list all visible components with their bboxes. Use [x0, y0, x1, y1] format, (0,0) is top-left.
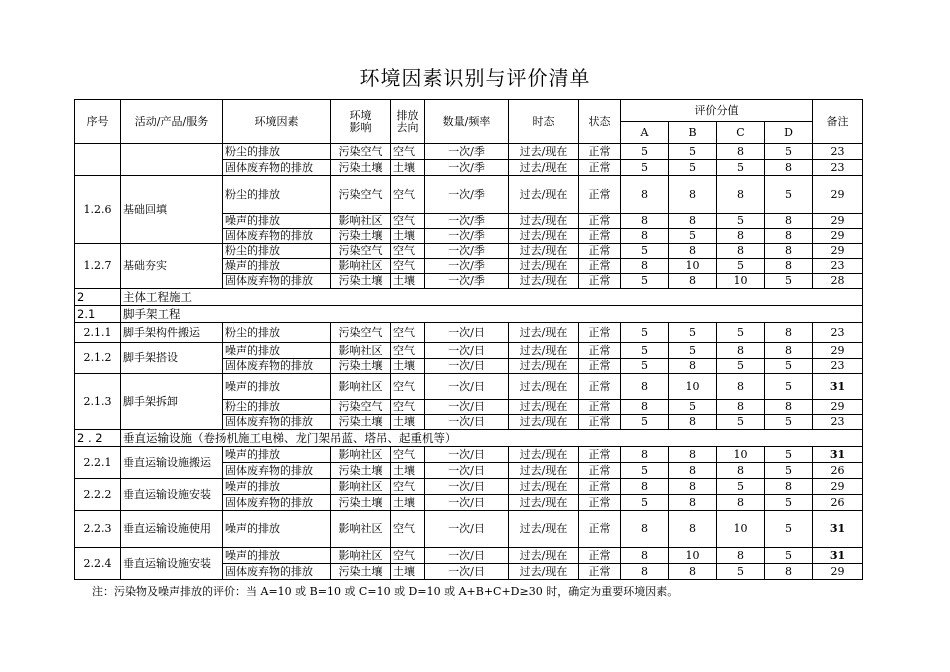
factor-cell: 噪声的排放 — [223, 214, 331, 229]
score-d-cell: 5 — [765, 495, 813, 511]
score-a-cell: 8 — [621, 548, 669, 564]
score-d-cell: 5 — [765, 548, 813, 564]
score-b-cell: 5 — [669, 229, 717, 244]
direction-cell: 土壤 — [391, 229, 425, 244]
header-score-group: 评价分值 — [621, 100, 813, 122]
score-d-cell: 8 — [765, 259, 813, 274]
table-row — [75, 323, 863, 343]
section-label: 脚手架工程 — [121, 306, 863, 323]
impact-cell: 影响社区 — [331, 214, 391, 229]
table-row — [75, 447, 863, 463]
state-cell: 正常 — [579, 548, 621, 564]
table-row — [75, 479, 863, 495]
tense-cell: 过去/现在 — [509, 323, 579, 343]
score-d-cell: 5 — [765, 144, 813, 160]
activity-cell: 垂直运输设施安装 — [121, 548, 223, 580]
score-d-cell: 5 — [765, 463, 813, 479]
score-d-cell: 5 — [765, 359, 813, 374]
score-a-cell: 8 — [621, 479, 669, 495]
tense-cell: 过去/现在 — [509, 160, 579, 176]
score-b-cell: 8 — [669, 564, 717, 580]
frequency-cell: 一次/季 — [425, 229, 509, 244]
activity-cell: 垂直运输设施使用 — [121, 511, 223, 548]
score-d-cell: 5 — [765, 511, 813, 548]
table-row — [75, 244, 863, 259]
total-cell: 31 — [813, 374, 863, 400]
state-cell: 正常 — [579, 144, 621, 160]
direction-cell: 空气 — [391, 244, 425, 259]
factor-cell: 噪声的排放 — [223, 343, 331, 359]
table-row — [75, 176, 863, 214]
score-d-cell: 8 — [765, 323, 813, 343]
section-label: 垂直运输设施（卷扬机施工电梯、龙门架吊蓝、塔吊、起重机等） — [121, 430, 863, 447]
state-cell: 正常 — [579, 447, 621, 463]
score-d-cell: 8 — [765, 229, 813, 244]
score-b-cell: 8 — [669, 359, 717, 374]
factor-cell: 固体废弃物的排放 — [223, 463, 331, 479]
impact-cell: 污染土壤 — [331, 463, 391, 479]
direction-cell: 空气 — [391, 259, 425, 274]
header-seq: 序号 — [75, 100, 121, 144]
factor-cell: 燥声的排放 — [223, 259, 331, 274]
state-cell: 正常 — [579, 160, 621, 176]
score-d-cell: 8 — [765, 160, 813, 176]
factor-cell: 噪声的排放 — [223, 479, 331, 495]
impact-cell: 影响社区 — [331, 548, 391, 564]
tense-cell: 过去/现在 — [509, 479, 579, 495]
state-cell: 正常 — [579, 463, 621, 479]
seq-cell: 2.2.3 — [75, 511, 121, 548]
score-a-cell: 5 — [621, 244, 669, 259]
score-c-cell: 5 — [717, 564, 765, 580]
score-b-cell: 8 — [669, 463, 717, 479]
impact-cell: 污染土壤 — [331, 160, 391, 176]
direction-cell: 土壤 — [391, 564, 425, 580]
header-score-d: D — [765, 122, 813, 144]
frequency-cell: 一次/日 — [425, 374, 509, 400]
total-cell: 29 — [813, 479, 863, 495]
tense-cell: 过去/现在 — [509, 447, 579, 463]
score-d-cell: 5 — [765, 274, 813, 289]
factor-cell: 噪声的排放 — [223, 447, 331, 463]
frequency-cell: 一次/季 — [425, 160, 509, 176]
frequency-cell: 一次/日 — [425, 343, 509, 359]
tense-cell: 过去/现在 — [509, 400, 579, 415]
total-cell: 31 — [813, 511, 863, 548]
score-a-cell: 8 — [621, 564, 669, 580]
state-cell: 正常 — [579, 343, 621, 359]
direction-cell: 土壤 — [391, 160, 425, 176]
factor-cell: 粉尘的排放 — [223, 176, 331, 214]
direction-cell: 土壤 — [391, 359, 425, 374]
impact-cell: 影响社区 — [331, 479, 391, 495]
score-c-cell: 8 — [717, 144, 765, 160]
frequency-cell: 一次/季 — [425, 274, 509, 289]
score-b-cell: 5 — [669, 160, 717, 176]
tense-cell: 过去/现在 — [509, 176, 579, 214]
score-d-cell: 5 — [765, 374, 813, 400]
header-factor: 环境因素 — [223, 100, 331, 144]
direction-cell: 空气 — [391, 479, 425, 495]
seq-cell: 2.2.1 — [75, 447, 121, 479]
frequency-cell: 一次/日 — [425, 511, 509, 548]
total-cell: 23 — [813, 323, 863, 343]
state-cell: 正常 — [579, 415, 621, 430]
seq-cell — [75, 144, 121, 176]
score-c-cell: 10 — [717, 274, 765, 289]
score-a-cell: 5 — [621, 323, 669, 343]
score-b-cell: 5 — [669, 343, 717, 359]
score-a-cell: 5 — [621, 495, 669, 511]
factor-cell: 粉尘的排放 — [223, 400, 331, 415]
score-d-cell: 5 — [765, 447, 813, 463]
score-b-cell: 8 — [669, 274, 717, 289]
tense-cell: 过去/现在 — [509, 343, 579, 359]
document-title: 环境因素识别与评价清单 — [359, 66, 591, 90]
tense-cell: 过去/现在 — [509, 374, 579, 400]
header-score-b: B — [669, 122, 717, 144]
factor-cell: 固体废弃物的排放 — [223, 564, 331, 580]
environmental-factor-table — [74, 99, 863, 580]
impact-cell: 污染土壤 — [331, 415, 391, 430]
score-d-cell: 8 — [765, 564, 813, 580]
seq-cell: 2.1.2 — [75, 343, 121, 374]
total-cell: 23 — [813, 415, 863, 430]
total-cell: 23 — [813, 144, 863, 160]
frequency-cell: 一次/季 — [425, 244, 509, 259]
total-cell: 29 — [813, 176, 863, 214]
direction-cell: 空气 — [391, 214, 425, 229]
score-c-cell: 5 — [717, 323, 765, 343]
impact-cell: 影响社区 — [331, 374, 391, 400]
seq-cell: 2.1.3 — [75, 374, 121, 430]
state-cell: 正常 — [579, 214, 621, 229]
state-cell: 正常 — [579, 259, 621, 274]
header-tense: 时态 — [509, 100, 579, 144]
impact-cell: 污染空气 — [331, 144, 391, 160]
seq-cell: 2.2.4 — [75, 548, 121, 580]
impact-cell: 污染空气 — [331, 176, 391, 214]
state-cell: 正常 — [579, 400, 621, 415]
frequency-cell: 一次/日 — [425, 564, 509, 580]
state-cell: 正常 — [579, 229, 621, 244]
evaluation-note: 注：污染物及噪声排放的评价：当 A=10 或 B=10 或 C=10 或 D=10 或 A+B+C+D≥30 时，确定为重要环境因素。 — [92, 585, 679, 598]
tense-cell: 过去/现在 — [509, 495, 579, 511]
state-cell: 正常 — [579, 511, 621, 548]
impact-cell: 影响社区 — [331, 447, 391, 463]
table-body — [75, 144, 863, 580]
factor-cell: 噪声的排放 — [223, 548, 331, 564]
seq-cell: 1.2.7 — [75, 244, 121, 289]
score-b-cell: 8 — [669, 511, 717, 548]
factor-cell: 固体废弃物的排放 — [223, 359, 331, 374]
activity-cell: 脚手架搭设 — [121, 343, 223, 374]
score-a-cell: 5 — [621, 415, 669, 430]
activity-cell: 基础夯实 — [121, 244, 223, 289]
score-a-cell: 5 — [621, 463, 669, 479]
section-row — [75, 289, 863, 306]
factor-cell: 噪声的排放 — [223, 511, 331, 548]
score-b-cell: 8 — [669, 214, 717, 229]
header-direction: 排放 去向 — [391, 100, 425, 144]
section-seq: 2 . 2 — [75, 430, 121, 447]
total-cell: 29 — [813, 564, 863, 580]
score-b-cell: 10 — [669, 374, 717, 400]
total-cell: 23 — [813, 259, 863, 274]
direction-cell: 土壤 — [391, 415, 425, 430]
direction-cell: 空气 — [391, 374, 425, 400]
total-cell: 29 — [813, 343, 863, 359]
direction-cell: 空气 — [391, 447, 425, 463]
score-b-cell: 5 — [669, 144, 717, 160]
score-d-cell: 8 — [765, 400, 813, 415]
score-b-cell: 8 — [669, 176, 717, 214]
impact-cell: 污染土壤 — [331, 274, 391, 289]
score-b-cell: 10 — [669, 259, 717, 274]
table-row — [75, 343, 863, 359]
factor-cell: 粉尘的排放 — [223, 144, 331, 160]
impact-cell: 影响社区 — [331, 343, 391, 359]
score-d-cell: 8 — [765, 214, 813, 229]
score-a-cell: 5 — [621, 160, 669, 176]
table-row — [75, 548, 863, 564]
score-c-cell: 10 — [717, 447, 765, 463]
impact-cell: 污染空气 — [331, 400, 391, 415]
total-cell: 23 — [813, 160, 863, 176]
state-cell: 正常 — [579, 564, 621, 580]
direction-cell: 空气 — [391, 343, 425, 359]
frequency-cell: 一次/日 — [425, 415, 509, 430]
direction-cell: 空气 — [391, 176, 425, 214]
factor-cell: 固体废弃物的排放 — [223, 495, 331, 511]
total-cell: 31 — [813, 548, 863, 564]
header-frequency: 数量/频率 — [425, 100, 509, 144]
section-label: 主体工程施工 — [121, 289, 863, 306]
score-b-cell: 10 — [669, 548, 717, 564]
section-row — [75, 430, 863, 447]
table-row — [75, 511, 863, 548]
frequency-cell: 一次/季 — [425, 214, 509, 229]
total-cell: 26 — [813, 463, 863, 479]
header-impact: 环境 影响 — [331, 100, 391, 144]
table-row — [75, 374, 863, 400]
frequency-cell: 一次/季 — [425, 259, 509, 274]
score-d-cell: 5 — [765, 415, 813, 430]
impact-cell: 影响社区 — [331, 511, 391, 548]
score-a-cell: 5 — [621, 343, 669, 359]
header-remark: 备注 — [813, 100, 863, 144]
seq-cell: 1.2.6 — [75, 176, 121, 244]
header-activity: 活动/产品/服务 — [121, 100, 223, 144]
score-a-cell: 5 — [621, 144, 669, 160]
state-cell: 正常 — [579, 274, 621, 289]
score-b-cell: 8 — [669, 447, 717, 463]
total-cell: 28 — [813, 274, 863, 289]
state-cell: 正常 — [579, 495, 621, 511]
direction-cell: 空气 — [391, 400, 425, 415]
frequency-cell: 一次/日 — [425, 400, 509, 415]
total-cell: 29 — [813, 400, 863, 415]
activity-cell: 脚手架构件搬运 — [121, 323, 223, 343]
factor-cell: 固体废弃物的排放 — [223, 415, 331, 430]
factor-cell: 固体废弃物的排放 — [223, 274, 331, 289]
direction-cell: 空气 — [391, 144, 425, 160]
score-d-cell: 5 — [765, 176, 813, 214]
state-cell: 正常 — [579, 323, 621, 343]
score-c-cell: 8 — [717, 229, 765, 244]
score-a-cell: 5 — [621, 274, 669, 289]
tense-cell: 过去/现在 — [509, 144, 579, 160]
tense-cell: 过去/现在 — [509, 244, 579, 259]
factor-cell: 固体废弃物的排放 — [223, 160, 331, 176]
factor-cell: 粉尘的排放 — [223, 244, 331, 259]
score-c-cell: 8 — [717, 495, 765, 511]
score-c-cell: 8 — [717, 343, 765, 359]
score-d-cell: 8 — [765, 479, 813, 495]
score-b-cell: 5 — [669, 400, 717, 415]
impact-cell: 污染土壤 — [331, 359, 391, 374]
state-cell: 正常 — [579, 359, 621, 374]
direction-cell: 土壤 — [391, 274, 425, 289]
score-b-cell: 8 — [669, 415, 717, 430]
score-c-cell: 10 — [717, 511, 765, 548]
score-a-cell: 8 — [621, 229, 669, 244]
total-cell: 23 — [813, 359, 863, 374]
frequency-cell: 一次/季 — [425, 144, 509, 160]
tense-cell: 过去/现在 — [509, 274, 579, 289]
score-a-cell: 8 — [621, 447, 669, 463]
score-c-cell: 5 — [717, 415, 765, 430]
impact-cell: 污染土壤 — [331, 229, 391, 244]
total-cell: 26 — [813, 495, 863, 511]
score-c-cell: 5 — [717, 160, 765, 176]
score-c-cell: 8 — [717, 400, 765, 415]
activity-cell: 基础回填 — [121, 176, 223, 244]
impact-cell: 影响社区 — [331, 259, 391, 274]
header-score-c: C — [717, 122, 765, 144]
score-a-cell: 8 — [621, 400, 669, 415]
score-c-cell: 8 — [717, 244, 765, 259]
score-c-cell: 8 — [717, 374, 765, 400]
score-c-cell: 8 — [717, 176, 765, 214]
activity-cell: 脚手架拆卸 — [121, 374, 223, 430]
impact-cell: 污染土壤 — [331, 495, 391, 511]
tense-cell: 过去/现在 — [509, 548, 579, 564]
score-d-cell: 8 — [765, 343, 813, 359]
tense-cell: 过去/现在 — [509, 359, 579, 374]
impact-cell: 污染土壤 — [331, 564, 391, 580]
score-a-cell: 8 — [621, 511, 669, 548]
activity-cell: 垂直运输设施安装 — [121, 479, 223, 511]
frequency-cell: 一次/日 — [425, 495, 509, 511]
score-b-cell: 8 — [669, 495, 717, 511]
total-cell: 29 — [813, 214, 863, 229]
score-a-cell: 8 — [621, 176, 669, 214]
activity-cell: 垂直运输设施搬运 — [121, 447, 223, 479]
direction-cell: 空气 — [391, 323, 425, 343]
tense-cell: 过去/现在 — [509, 415, 579, 430]
tense-cell: 过去/现在 — [509, 214, 579, 229]
tense-cell: 过去/现在 — [509, 463, 579, 479]
frequency-cell: 一次/日 — [425, 463, 509, 479]
table-row — [75, 144, 863, 160]
frequency-cell: 一次/日 — [425, 323, 509, 343]
seq-cell: 2.2.2 — [75, 479, 121, 511]
score-c-cell: 5 — [717, 359, 765, 374]
score-c-cell: 5 — [717, 479, 765, 495]
section-row — [75, 306, 863, 323]
direction-cell: 空气 — [391, 548, 425, 564]
frequency-cell: 一次/日 — [425, 447, 509, 463]
score-c-cell: 5 — [717, 259, 765, 274]
frequency-cell: 一次/日 — [425, 359, 509, 374]
score-c-cell: 5 — [717, 214, 765, 229]
state-cell: 正常 — [579, 374, 621, 400]
direction-cell: 土壤 — [391, 463, 425, 479]
factor-cell: 固体废弃物的排放 — [223, 229, 331, 244]
factor-cell: 噪声的排放 — [223, 374, 331, 400]
total-cell: 29 — [813, 229, 863, 244]
score-a-cell: 8 — [621, 214, 669, 229]
section-seq: 2 — [75, 289, 121, 306]
score-c-cell: 8 — [717, 463, 765, 479]
tense-cell: 过去/现在 — [509, 511, 579, 548]
frequency-cell: 一次/日 — [425, 479, 509, 495]
tense-cell: 过去/现在 — [509, 564, 579, 580]
direction-cell: 空气 — [391, 511, 425, 548]
header-state: 状态 — [579, 100, 621, 144]
total-cell: 31 — [813, 447, 863, 463]
factor-cell: 粉尘的排放 — [223, 323, 331, 343]
score-b-cell: 8 — [669, 244, 717, 259]
section-seq: 2.1 — [75, 306, 121, 323]
impact-cell: 污染空气 — [331, 244, 391, 259]
score-b-cell: 8 — [669, 479, 717, 495]
score-b-cell: 5 — [669, 323, 717, 343]
impact-cell: 污染空气 — [331, 323, 391, 343]
score-a-cell: 8 — [621, 259, 669, 274]
frequency-cell: 一次/日 — [425, 548, 509, 564]
score-a-cell: 5 — [621, 359, 669, 374]
direction-cell: 土壤 — [391, 495, 425, 511]
total-cell: 29 — [813, 244, 863, 259]
state-cell: 正常 — [579, 244, 621, 259]
state-cell: 正常 — [579, 479, 621, 495]
score-d-cell: 8 — [765, 244, 813, 259]
header-score-a: A — [621, 122, 669, 144]
seq-cell: 2.1.1 — [75, 323, 121, 343]
tense-cell: 过去/现在 — [509, 229, 579, 244]
tense-cell: 过去/现在 — [509, 259, 579, 274]
score-c-cell: 8 — [717, 548, 765, 564]
state-cell: 正常 — [579, 176, 621, 214]
activity-cell — [121, 144, 223, 176]
frequency-cell: 一次/季 — [425, 176, 509, 214]
score-a-cell: 8 — [621, 374, 669, 400]
